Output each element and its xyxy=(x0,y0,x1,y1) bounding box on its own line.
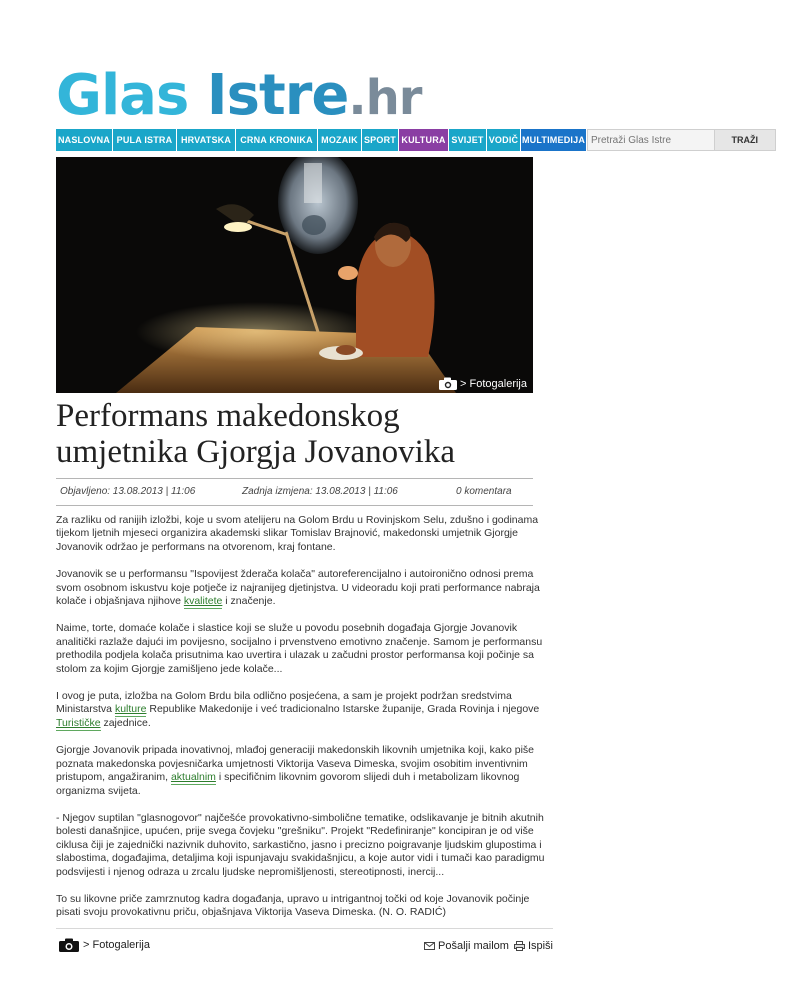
main-navigation xyxy=(56,129,776,151)
nav-multimedija[interactable]: MULTIMEDIJA xyxy=(521,129,587,151)
nav-svijet[interactable]: SVIJET xyxy=(449,129,487,151)
site-logo[interactable] xyxy=(56,63,422,128)
nav-hrvatska[interactable]: HRVATSKA xyxy=(177,129,236,151)
article-title: Performans makedonskog umjetnika Gjorgja Jovanovika xyxy=(56,398,455,470)
keyword-link-kvalitete[interactable]: kvalitete xyxy=(183,595,223,608)
updated-date: Zadnja izmjena: 13.08.2013 | 11:06 xyxy=(242,486,398,497)
nav-vodic[interactable]: VODIČ xyxy=(487,129,521,151)
send-email-label: Pošalji mailom xyxy=(438,940,509,952)
camera-icon xyxy=(59,938,79,952)
paragraph: To su likovne priče zamrznutog kadra događanja, upravo u intrigantnoj točki od koje Jovanovik počinje pisati svoju provokativnu priču, objašnjava Viktorija Vaseva Dimeska. (N. O. RADIĆ) xyxy=(56,892,530,919)
comments-count-link[interactable]: 0 komentara xyxy=(456,486,512,497)
logo-domain: .hr xyxy=(348,70,422,126)
paragraph: I ovog je puta, izložba na Golom Brdu bila odlično posjećena, a sam je projekt podržan sredstvima Ministarstva kulture Republike Makedonije i već tradicionalno Istarske županije, Grada Rovinja i njegove Turističke zajednice. xyxy=(56,690,540,729)
camera-icon xyxy=(439,377,457,390)
nav-mozaik[interactable]: MOZAIK xyxy=(318,129,362,151)
published-date: Objavljeno: 13.08.2013 | 11:06 xyxy=(60,486,196,497)
paragraph: - Njegov suptilan "glasnogovor" najčešće provokativno-simbolične tematike, odslikavanje je bitnih akutnih bolesti današnjice, upućen, prije svega čovjeku "grešniku". Projekt "Redefiniranje" koncipiran je od više ciklusa čiji je zajednički nazivnik duhovito, sarkastično, jasno i precizno poigravanje ljudskim glupostima i slabostima, događajima, detaljima koji ispunjavaju svakidašnjicu, a koje autor vidi i tumači kao paradigmu podsvijesti i njenog odraza u zrcalu ljudske nepromišljenosti, stereotipnosti, inercij... xyxy=(56,811,545,878)
hero-gallery-label: > Fotogalerija xyxy=(460,377,527,390)
logo-glas: Glas xyxy=(56,63,189,128)
paragraph: Gjorgje Jovanovik pripada inovativnoj, mlađoj generaciji makedonskih likovnih umjetnika koji, kako piše poznata makedonska povjesničarka umjetnosti Viktorija Vaseva Dimeska, svojim osobitim inventivnim pristupom, angažiranim, aktualnim i specifičnim likovnim govorom slijedi duh i metabolizam likovnog organizma svijeta. xyxy=(56,744,534,797)
keyword-link-kulture[interactable]: kulture xyxy=(114,703,147,716)
hero-gallery-link[interactable] xyxy=(439,377,527,390)
footer-divider xyxy=(56,928,553,929)
search-box xyxy=(587,129,776,151)
article-body xyxy=(56,514,554,934)
nav-sport[interactable]: SPORT xyxy=(362,129,399,151)
article-meta xyxy=(56,478,533,506)
paragraph: Naime, torte, domaće kolače i slastice koji se služe u povodu posebnih događaja Gjorgje Jovanovik analitički razlaže dajući im povijesno, socijalno i prvenstveno emotivno značenje. Samom je performansu prethodila podjela kolača prisutnima kao uvertira i ulazak u začudni prostor performansa koji počinje sa stolom za kojim Gjorgje zamišljeno jede kolače... xyxy=(56,622,543,675)
nav-pula-istra[interactable]: PULA ISTRA xyxy=(113,129,177,151)
nav-kultura[interactable]: KULTURA xyxy=(399,129,449,151)
keyword-link-turisticke[interactable]: Turističke xyxy=(56,716,101,729)
search-button[interactable]: TRAŽI xyxy=(714,130,776,150)
nav-crna-kronika[interactable]: CRNA KRONIKA xyxy=(236,129,318,151)
print-button[interactable] xyxy=(514,940,553,952)
nav-naslovna[interactable]: NASLOVNA xyxy=(56,129,113,151)
keyword-link-aktualnim[interactable]: aktualnim xyxy=(170,771,216,784)
logo-istre: Istre xyxy=(206,63,349,128)
footer-gallery-label: > Fotogalerija xyxy=(83,939,150,951)
performance-photo xyxy=(56,157,533,393)
paragraph: Za razliku od ranijih izložbi, koje u svom atelijeru na Golom Brdu u Rovinjskom Selu, zdušno i godinama tijekom ljetnih mjeseci organizira akademski slikar Tomislav Brajnović, makedonski umjetnik Gjorgje Jovanovik održao je performans na otvorenom, kraj fontane. xyxy=(56,514,539,553)
search-input[interactable] xyxy=(588,134,714,147)
envelope-icon xyxy=(424,942,435,950)
printer-icon xyxy=(514,941,525,951)
logo-space xyxy=(188,63,207,128)
send-email-button[interactable] xyxy=(424,940,509,952)
hero-photo[interactable] xyxy=(56,157,533,393)
print-label: Ispiši xyxy=(527,940,553,952)
footer-gallery-link[interactable] xyxy=(59,938,150,952)
paragraph: Jovanovik se u performansu "Ispovijest žderača kolača" autoreferencijalno i autoironično odnosi prema svom osobnom iskustvu koje potječe iz najranijeg djetinjstva. U videoradu koji prati performance nabraja kolače i objašnjava njihove kvalitete i značenje. xyxy=(56,568,540,608)
article-actions xyxy=(424,940,553,952)
